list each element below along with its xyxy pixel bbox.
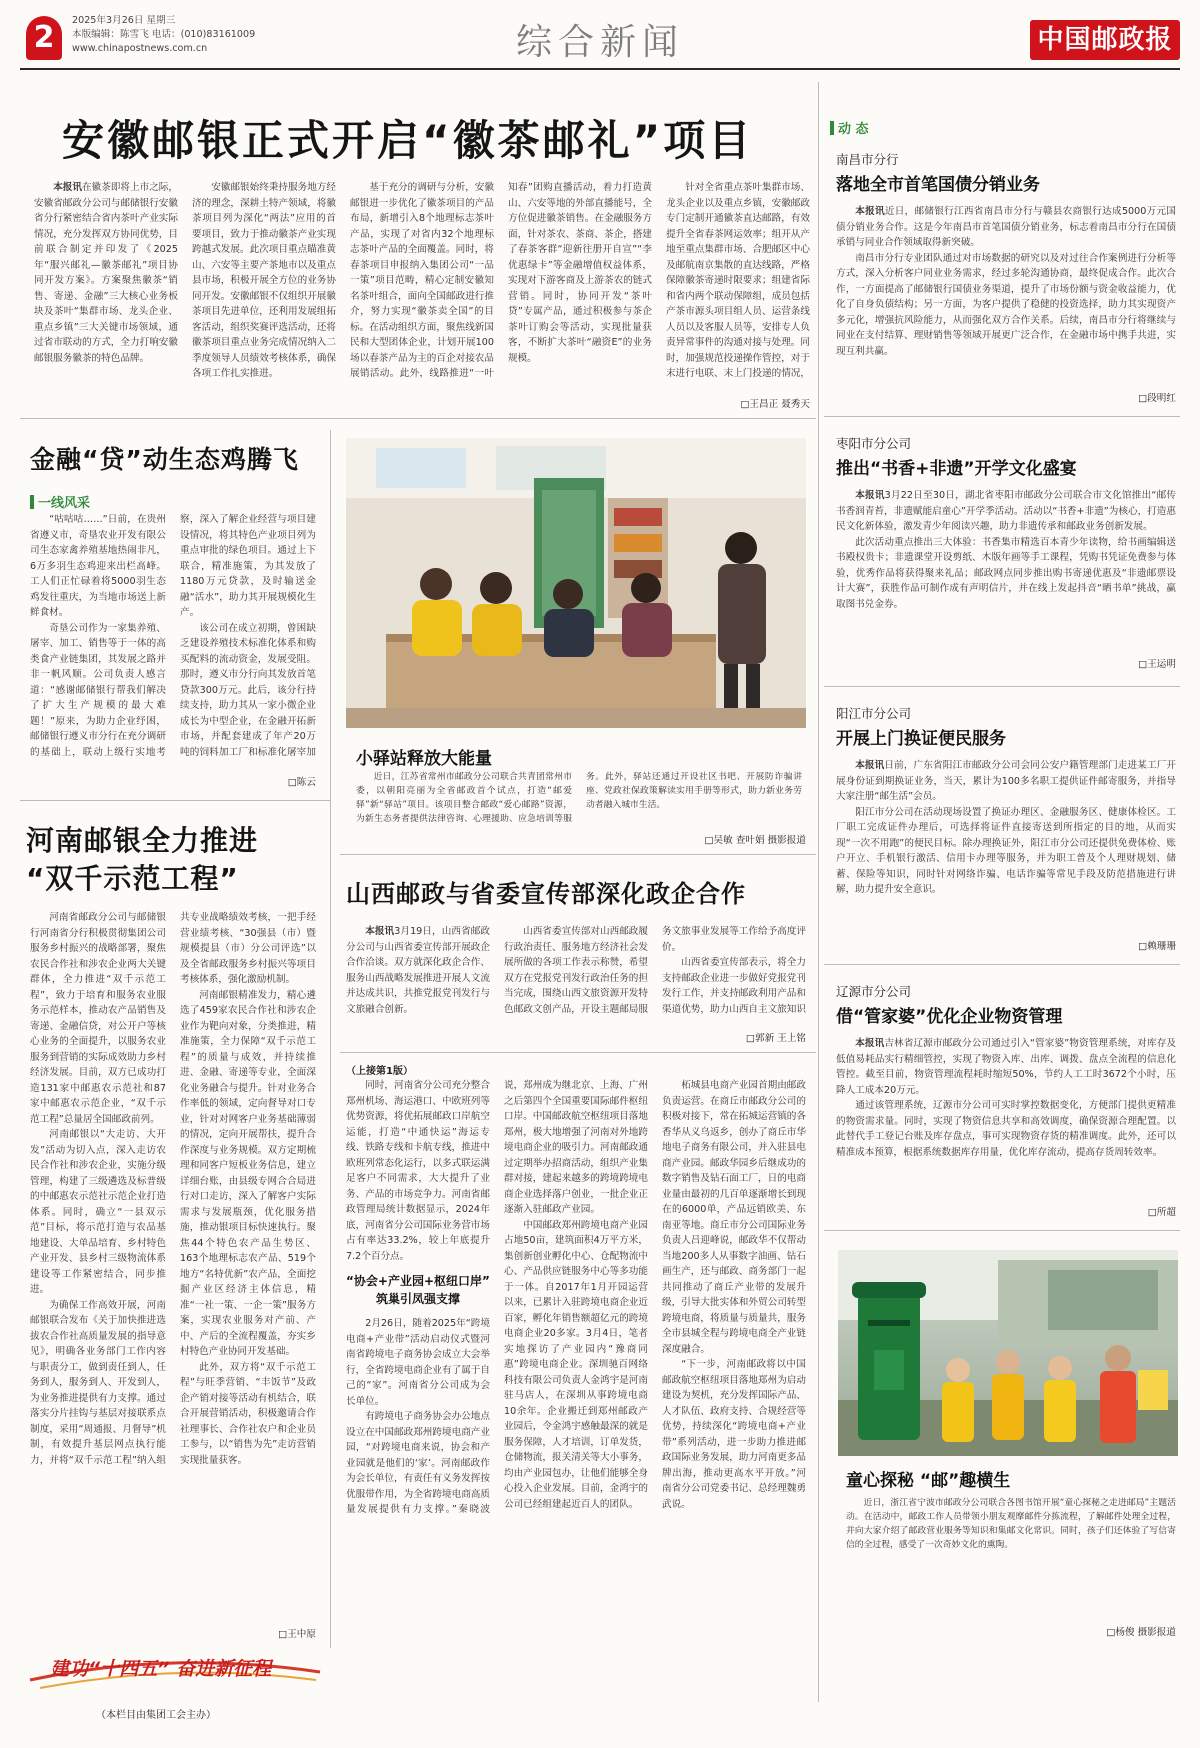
side-item-byline: □段明红 (1138, 393, 1176, 404)
side-item-headline: 借“管家婆”优化企业物资管理 (836, 1007, 1063, 1027)
shanxi-headline: 山西邮政与省委宣传部深化政企合作 (346, 880, 746, 908)
divider (340, 854, 816, 855)
side-item-byline: □所超 (1147, 1207, 1176, 1218)
lead-story-body (34, 180, 810, 392)
side-item-body: 本报讯日前，广东省阳江市邮政分公司会同公安户籍管理部门走进某工厂开展身份证到期换证业务，当天，累计为100多名职工提供证件邮寄服务，并指导大家注册“邮生活”会员。 阳江市分公司在活动现场设置了换证办理区、金融服务区、健康体检区。工厂职工完成证件办理后，可选择将证件直接寄送到所指定的目的地，从而实现“一次不用跑”的便民目标。除办理换证外，阳江市分公司还提供免费体检、账户开立、手机银行激活、信用卡办理等服务，并为职工普及个人理财规划、储蓄、保险等知识，同时针对网络诈骗、电话诈骗等常见手段及防范措施进行讲解，助力提升安全意识。 (836, 760, 1176, 895)
bottom-photo-byline: □杨俊 摄影报道 (1106, 1627, 1176, 1638)
column-rule (330, 430, 331, 1648)
photo-story-caption: 近日，江苏省常州市邮政分公司联合共青团常州市委，以朝阳亮丽为全省邮政首个试点，打造“邮爱驿”新“驿站”项目。该项目整合邮政“爱心邮路”资源，为新生态务者提供法律咨询、心理援助、应急培训等服务。此外，驿站还通过开设社区书吧、开展防诈骗讲座、党政社保政策解读实用手册等形式，助力新业务劳动者融入城市生活。 (356, 772, 802, 824)
bottom-photo-title: 童心探秘 “邮”趣横生 (846, 1471, 1011, 1491)
divider (824, 416, 1180, 417)
side-item-org: 辽源市分公司 (836, 984, 912, 999)
finance-story-body (30, 512, 316, 770)
continued-subhead: “协会+产业园+枢纽口岸” 筑巢引凤强支撑 (346, 1274, 490, 1306)
henan-headline-line1: 河南邮银全力推进 (26, 824, 259, 857)
side-item-headline: 落地全市首笔国债分销业务 (836, 175, 1040, 195)
newspaper-logo: 中国邮政报 (1030, 20, 1180, 60)
header-info (72, 14, 255, 56)
henan-paragraph: 此外，双方将“双千示范工程”与旺季营销、“丰饭节”及政企产销对接等活动有机结合，联合开展营销活动，积极邀请合作社理事长、合作社农户和企业员工参与，以“销售为先”走访营销实现批量获客。 (180, 1361, 316, 1466)
finance-paragraph: 该公司在成立初期，曾困缺乏建设养殖技术标准化体系和购买配料的流动资金，发展受阻。那时，遵义市分行向其发放首笔贷款300万元。此后，该分行持续支持，助力其从一家小微企业成长为中型企业，在金融开拓新市场，并配套建成了年产20万吨的饲料加工厂和标准化屠宰加 (180, 622, 316, 758)
lead-paragraph: 针对全省重点茶叶集群市场、龙头企业以及重点乡镇，安徽邮政专门定制开通徽茶直达邮路，有效提升全省春茶网运效率；组开从产地至重点集群市场、合肥邮区中心及邮航南京集散的直达线路，严格保障徽茶寄递时限要求；组建省际和省内两个联动保障组，成员包括产茶市源头项目组人员、运营条线人员以及客服人员等，安排专人负责异常事件的沟通对接与处理。同时，加强规范投递操作管控，对于末进行电联、末上门投递的情况， (666, 182, 810, 379)
editor-line: 本版编辑：陈雪飞 电话：(010)83161009 (72, 29, 256, 40)
side-item-byline: □赖珊珊 (1138, 941, 1176, 952)
divider (824, 686, 1180, 687)
divider (20, 800, 330, 801)
side-item-org: 枣阳市分公司 (836, 436, 912, 451)
website-link[interactable]: www.chinapostnews.com.cn (72, 43, 208, 54)
photo-story-byline: □吴敏 查叶娟 摄影报道 (704, 835, 806, 846)
finance-byline: □陈云 (287, 777, 316, 788)
banner-slogan: 建功“十四五” 奋进新征程 (50, 1658, 272, 1680)
side-item-org: 阳江市分公司 (836, 706, 912, 721)
issue-date: 2025年3月26日 星期三 (72, 15, 176, 26)
lead-headline: 安徽邮银正式开启“徽茶邮礼”项目 (62, 116, 754, 165)
henan-paragraph: 河南邮银以“大走访、大开发”活动为切入点，深入走访农民合作社和涉农企业，实施分级管理，构建了三级遴选及标普级的中邮惠农示范社示范企业打造体系。同时，确立“一县双示范”目标，将示范打造与农品基地建设、大单品培育、乡村特色产业开发、县乡村三级物流体系建设等工作紧密结合，同步推进。 (30, 1129, 166, 1295)
shanxi-story-body: 本报讯3月19日，山西省邮政分公司与山西省委宣传部开展政企合作洽谈。双方就深化政企合作、服务山西战略发展推进开展人文流并达成共识，共推党报党刊发行与文旅融合创新。 山西省委宣传部对山西邮政履行政治责任、服务地方经济社会发展所做的各项工作表示称赞，希望双方在党报党刊发行政治任务的担当完成，围绕山西文旅资源开发特色邮政文创产品，开设主题邮局服务文旅事业发展等工作给予高度评价。 山西省委宣传部表示，将全力支持邮政企业进一步做好党报党刊发行工作，并支持邮政利用产品和渠道优势，助力山西自主文旅知识 (346, 926, 806, 1015)
henan-headline-line2: “双千示范工程” (26, 862, 239, 895)
henan-paragraph: 河南邮银精准发力，精心遴选了459家农民合作社和涉农企业作为靶向对象，分类推进，精准施策，全力保障“双千示范工程”的质量与成效，并持续推进、金融、寄递等专业，全面深化业务融合与提升。针对业务合作率低的领域，定向督导对口专业，针对对网客户业务基础薄弱的情况，定向开展帮扶，提升合作深度与业务规模。双方定期梳理和同客户短板业务信息，建立详细台账，由县级专网合合局进行对口走访，深入了解客户实际需求与发展瓶颈，优化服务措施，推动银项目标快速执行。聚焦44个特色农产品生势区、163个地理标志农产品、519个地方“名特优新”农产品，全面挖掘产业区经济主体信息，精准“一社一策、一企一策”服务方案，实现农业服务对产前、产中、产后的全流程覆盖，夯实乡村特色产业协同开发基础。 (180, 989, 316, 1357)
photo-story-title: 小驿站释放大能量 (356, 749, 492, 769)
finance-tag: 一线风采 (30, 492, 90, 511)
lead-label: 本报讯 (53, 182, 82, 193)
side-item-headline: 推出“书香+非遗”开学文化盛宴 (836, 459, 1077, 479)
side-item-headline: 开展上门换证便民服务 (836, 729, 1006, 749)
children-post-office-photo (838, 1250, 1178, 1456)
lead-paragraph: 在徽茶即将上市之际，安徽省邮政分公司与邮储银行安徽省分行紧密结合省内茶叶产业实际情况，充分发挥双方协同优势，目前联合制定并印发了《2025年“服兴邮礼—徽茶邮礼”项目协同开发方案》。方案聚焦徽茶“销售、寄递、金融”三大核心业务板块及茶叶“集群市场、龙头企业、重点乡镇”三大关键市场领域，通过省市联动的方式，全力打响安徽邮银服务徽茶的特色品牌。 (34, 182, 179, 364)
side-item-body: 本报讯吉林省辽源市邮政分公司通过引入“管家婆”物资管理系统，对库存及低值易耗品实行精细管控，实现了物资入库、出库、调拨、盘点全流程的信息化管控。截至目前，物资管理流程耗时缩短50%，节约人工工时3672个小时，压降人工成本20万元。 通过该管理系统，辽源市分公司可实时掌控数据变化，方便部门提供更精准的物资需求量。同时，实现了物资信息共享和高效调度，确保资源合理配置。以此替代手工登记台账及库存盘点，事可实现物资存货的精准调度。此外，还可以精准成本预算，根据系统数据库存用量，优化库存流动，提高存货周转效率。 (836, 1038, 1176, 1158)
side-item-byline: □王运明 (1138, 659, 1176, 670)
jump-note: （上接第1版） (346, 1066, 413, 1077)
column-banner (20, 1650, 330, 1700)
lead-byline: □王昌正 聂秀天 (740, 399, 810, 410)
side-section-label: 动 态 (830, 118, 869, 137)
divider (824, 964, 1180, 965)
henan-story-body (30, 910, 316, 1626)
side-item-body: 本报讯近日，邮储银行江西省南昌市分行与赣县农商银行达成5000万元国债分销业务合作。这是今年南昌市首笔国债分销业务，标志着南昌市分行在国债承销与同业合作领域取得新突破。 南昌市分行专业团队通过对市场数据的研究以及对过往合作案例进行分析等方式，深入分析客户同业业务需求，经过多轮沟通协商，最终促成合作。此次合作，一方面提高了邮储银行国债业务渠道，提升了市场份额与资金收益能力，优化了自身负债结构；另一方面，为客户提供了稳健的投资选择，助力其实现资产多元化，增强抗风险能力，从而强化双方合作关系。后续，南昌市分行将继续与同业在支付结算、理财销售等领域开展更广泛合作，在金融市场中携手共进，实现互利共赢。 (836, 206, 1176, 357)
finance-paragraph: “咕咕咕……”日前，在贵州省遵义市，奇垦农业开发有限公司生态家禽养殖基地热闹非凡，6万多羽生态鸡迎来出栏高峰。工人们正忙碌着将5000羽生态鸡发往重庆，为当地市场送上新鲜食材。 (30, 514, 166, 618)
henan-paragraph: 河南省邮政分公司与邮储银行河南省分行积极贯彻集团公司服务乡村振兴的战略部署，聚焦农民合作社和涉农企业两大关键群体，全力推进“双千示范工程”，致力于培育和服务农业服务示范样本，推动农产品销售及寄递、金融信贷，对公开户等核心业务的全面提升，以服务农业服务到营销的实际成效助力乡村经济发展。目前，双方已成功打造131家中邮惠农示范社和87家中邮惠农示范企业，“双千示范工程”总量居全国邮政前列。 (30, 912, 166, 1125)
column-rule (818, 82, 819, 1702)
post-station-photo (346, 438, 806, 728)
lead-paragraph: 安徽邮银始终秉持服务地方经济的理念，深耕土特产领域，将徽茶项目列为深化“两法”应用的首要项目，致力于推动徽茶产业实现跨越式发展。此次项目重点瞄准黄山、六安等主要产茶地市以及重点县市场，积极开展全方位的业务协同开发。安徽邮银不仅组织开展徽茶项目先进单位，还利用发展组拓客活动，组织奖赛评选活动，还将徽茶项目重点业务完成情况纳入二季度领导人员绩效考核体系，确保各项工作扎实推进。 (192, 182, 336, 379)
continued-story-body: 同时，河南省分公司充分整合郑州机场、海运港口、中欧班列等优势资源，将优拓展邮政口岸航空运能，打造“中通快运”海运专线、铁路专线和卡航专线，推进中欧班列常态化运行，以多式联运满足客户不同需求，大大提升了业务、产品的市场竞争力。河南省邮政管理局统计数据显示，2024年底，河南省分公司国际业务营市场占有率达33.2%，较上年底提升7.2个百分点。 “协会+产业园+枢纽口岸” 筑巢引凤强支撑 2月26日，随着2025年“跨境电商+产业带”活动启动仪式暨河南省跨境电子商务协会成立大会举行，全省跨境电商企业有了属于自己的“家”。河南省分公司成为会长单位。 有跨境电子商务协会办公地点设立在中国邮政郑州跨境电商产业园，“对跨境电商来说，协会和产业园就是他们的‘家’。河南邮政作为会长单位，有责任有义务发挥按优服带作用，为全省跨境电商高质量发展提供有力支撑。”秦晓波说，郑州成为继北京、上海、广州之后第四个全国重要国际邮件枢纽口岸。中国邮政航空枢纽项目落地郑州，极大地增强了河南对外地跨境电商企业的吸引力。河南邮政通过定期举办招商活动，组织产业集群对接，建起来越多的跨境跨境电商企业选择落户创业，一批企业正逐渐入驻邮政产业园。 中国邮政郑州跨境电商产业园占地50亩，建筑面积4万平方米，集创新创业孵化中心、仓配物流中心、产品供应链服务中心等多功能于一体。自2017年1月开园运营以来，已累计入驻跨境电商企业近百家，孵化年销售额超亿元的跨境电商企业20多家。3月4日，笔者实地探访了产业园内“豫商同惠”跨境电商企业。深圳驰百网络科技有限公司负责人金鸿宇是河南驻马店人，在深圳从事跨境电商10余年。企业搬迁到郑州邮政产业园后，令金鸿宇感触最深的就是服务保障，人才培训，订单发货，仓储物流，报关清关等大小事务，均由产业园包办，让他们能够全身心投入企业发展。目前，金鸿宇的公司已经组建起近百人的团队。 柘城县电商产业园首期由邮政负责运营。在商丘市邮政分公司的积极对接下，常在拓城运营镇的各香华从义乌返乡，创办了商丘市华地电子商务有限公司，并入驻县电商产业园。邮政华园乡后继成功的数字销售及钻石面工厂，日的电商业量由最初的几百单逐渐增长到现在的6000单，产品远销欧美、东南亚等地。商丘市分公司国际业务负责人吕迎峰说，邮政华不仅帮动当地200多人从事数字油画、钻石画生产，还与邮政、商务部门一起共同推动了商丘产业带的发展升级，引导大批实体和外贸公司转型跨境电商，将质量与质量共，服务全市县城全程与跨境电商全产业链深度融合。 “下一步，河南邮政将以中国邮政航空枢纽项目落地郑州为启动建设为契机，充分发挥国际产品、人才队伍、政府支持、合规经营等优势，持续深化“跨境电商+产业带”系列活动，进一步助力推进邮政国际业务发展，助力河南更多品牌出海，推动更高水平开放。”河南省分公司党委书记、总经理魏勇武说。 (346, 1080, 806, 1515)
side-item-body: 本报讯3月22日至30日，湖北省枣阳市邮政分公司联合市文化馆推出“邮传书香润青苔，非遗赋能启童心”开学季活动。活动以“书香+非遗”为核心，打造惠民文化新体验，激发青少年阅读兴趣，助力非遗传承和邮政业务创新发展。 此次活动重点推出三大体验：书香集市精选百本青少年读物，给书画编辑送书殿权贵卡；非遗课堂开设剪纸、木版年画等手工课程，凭购书凭证免费参与体验，优秀作品将获得聚来礼品；邮政网点同步推出购书寄递优惠及“非遗邮票设计大赛”，获胜作品可制作成有声明信片，并在线上发起抖音“晒书单”挑战，赢取图书兑金券。 (836, 490, 1176, 610)
divider (824, 1230, 1180, 1231)
divider (20, 418, 816, 419)
page-number: 2 (26, 16, 62, 60)
bottom-photo-caption: 近日，浙江省宁波市邮政分公司联合各图书馆开展“童心探秘之走进邮局”主题活动。在活动中，邮政工作人员带领小朋友观摩邮件分拣流程，了解邮件处理全过程，并向大家介绍了邮政营业服务等知识和集邮文化常识。同时，孩子们还体验了写信寄信的全过程，感受了一次奇妙文化的熏陶。 (846, 1498, 1176, 1550)
section-title: 综合新闻 (515, 22, 684, 63)
header-rule (20, 68, 1180, 70)
lead-paragraph: 基于充分的调研与分析，安徽邮银进一步优化了徽茶项目的产品布局，新增引入8个地理标志茶叶产品，实现了对省内32个地理标志茶叶产品的全面覆盖。同时，将春茶项目申报纳入集团公司“一品一策”项目范畴，精心定制安徽知名茶叶组合，面向全国邮政进行推介，努力实现“徽茶卖全国”的目标。在活动组织方面，聚焦线新国民和大型团体企业，计划开展100场以春茶产品为主的百企对接农品展销活动。此外，线路推进“一叶知春”团购直播活动，着力打造黄山、六安等地的外部直播能号，全方位促进徽茶销售。在金融服务方面，针对茶农、茶商、茶企，搭建了春茶客群“迎新往册开自宣”“李优惠绿卡”等金融增值权益体系，实现对下游客商及上游茶农的链式营销。同时，协同开发“茶叶贷”专属产品，通过积极参与茶企茶叶订购会等活动，实现批量获客，不断扩大茶叶“融资E”的业务规模。 (350, 182, 652, 379)
finance-headline: 金融“贷”动生态鸡腾飞 (30, 445, 299, 474)
finance-paragraph: 奇垦公司作为一家集养殖、屠宰、加工、销售等于一体的高类食产业链集团，其发展之路并非一帆风顺。公司负责人感言道：“感谢邮储银行帮我们解决了扩大生产规模的最大难题！”原来，为助力企业纾困，邮储银行遵义市分行在充分调研的基础上，联动上级行实地考察，深入了解企业经营与项目建设情况，将其特色产业项目列为重点审批的绿色项目。通过上下联合，精准施策，为其发放了1180万元贷款，及时输送金融“活水”，助力其开展规模化生产。 (30, 514, 316, 758)
divider (340, 1052, 816, 1053)
henan-headline (26, 822, 326, 898)
henan-byline: □王中原 (278, 1629, 316, 1640)
shanxi-byline: □郭新 王上铭 (745, 1033, 806, 1044)
henan-paragraph: 为确保工作高效开展，河南邮银联合发布《关于加快推进选拔农合作社高质量发展的指导意见》，明确各业务部门工作内容与职责分工，做到责任到人，任务到人，服务到人、开发到人，为业务推进提供有力支撑。通过落实分片挂钩与基层对接联系点制度，采用“周通报、月督导”机制，有效提升基层网点执行能力，并将“双千示范工程”纳入组共专业战略绩效考核，一把手经营业绩考核、“30强县（市）暨规模提县（市）分公司评选”以及全省邮政服务乡村振兴等项目考核体系，强化激励机制。 (30, 912, 316, 1466)
banner-note: （本栏目由集团工会主办） (96, 1710, 216, 1721)
side-item-org: 南昌市分行 (836, 152, 899, 167)
